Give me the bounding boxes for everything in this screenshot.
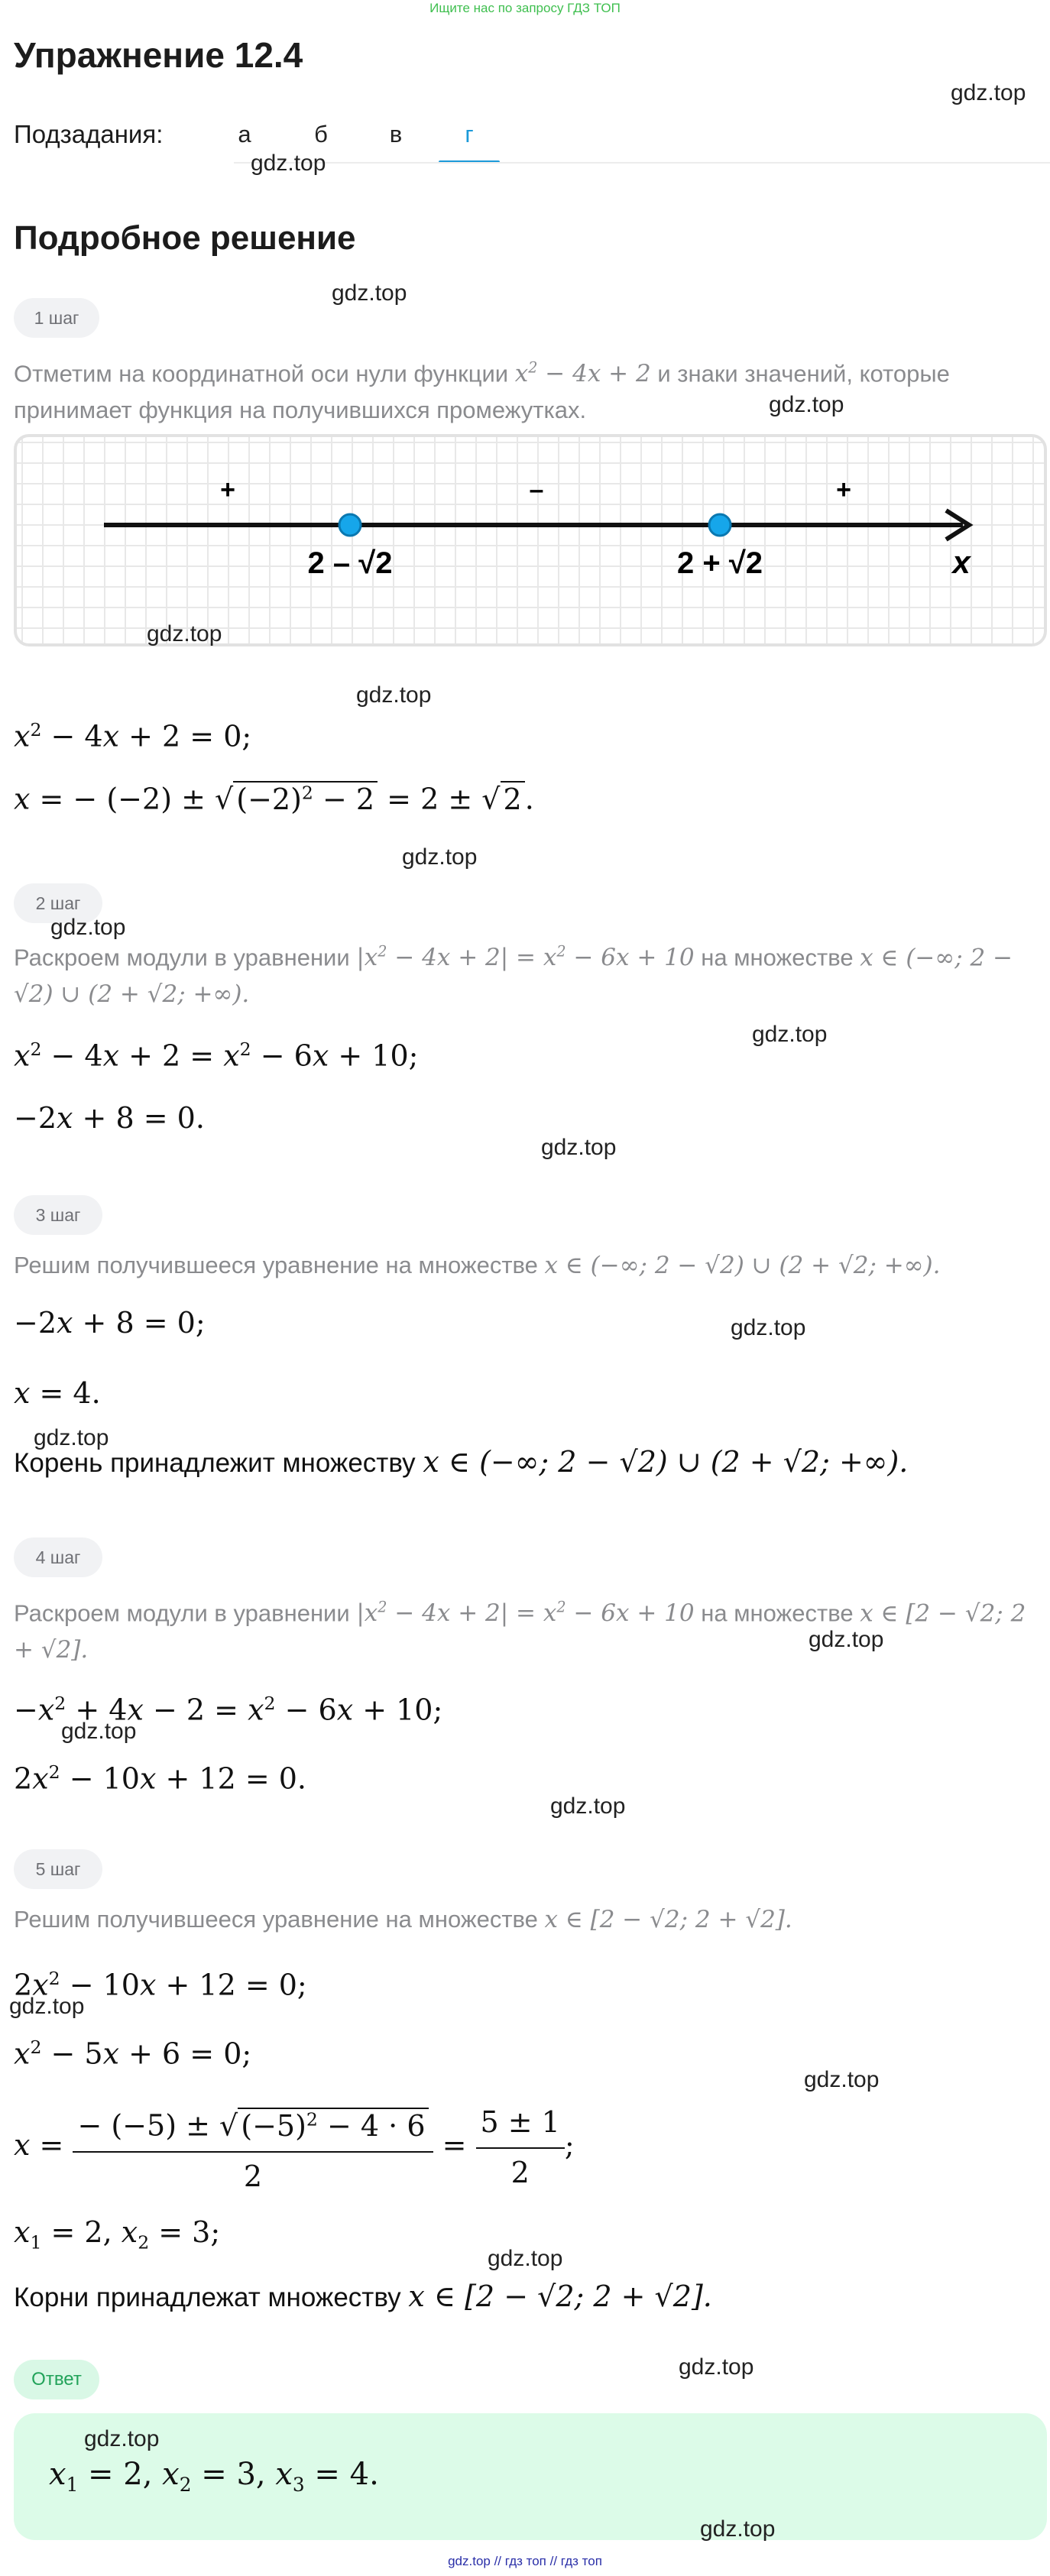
number-line-panel bbox=[14, 434, 1047, 646]
subtasks-label: Подзадания: bbox=[14, 120, 164, 148]
eq-10: $x^2 - 5x + 6 = 0$; bbox=[14, 2036, 252, 2071]
point-right bbox=[709, 514, 731, 536]
answer-badge: Ответ bbox=[14, 2360, 99, 2399]
number-line bbox=[17, 437, 1044, 643]
watermark: gdz.top bbox=[402, 844, 478, 870]
eq-12: $x_1 = 2$, $x_2 = 3$; bbox=[14, 2215, 221, 2254]
answer-equation: $x_1 = 2$, $x_2 = 3$, $x_3 = 4$. bbox=[49, 2457, 379, 2496]
watermark: gdz.top bbox=[951, 80, 1026, 105]
watermark: gdz.top bbox=[147, 621, 222, 646]
eq-2: x = − (−2) ± √ $(-2)^2 - 2 = 2$ ± √ 2 . bbox=[14, 782, 534, 816]
step-1-badge: 1 шаг bbox=[14, 298, 99, 338]
sign-2: – bbox=[529, 475, 544, 504]
watermark: gdz.top bbox=[769, 392, 844, 417]
top-note: Ищите нас по запросу ГДЗ ТОП bbox=[429, 1, 621, 15]
watermark: gdz.top bbox=[251, 151, 326, 176]
axis-label: x bbox=[952, 544, 971, 580]
watermark: gdz.top bbox=[84, 2426, 160, 2451]
eq-11: x = $\frac{- (-5) \pm √ (-5)^2 - 4 \cdot 6}{2}$ = $\frac{5 \pm 1}{2}$ ; bbox=[14, 2098, 575, 2197]
eq-8: $2x^2 - 10x + 12 = 0$. bbox=[14, 1761, 307, 1796]
step-4-description: Раскроем модули в уравнении $|x^2 - 4x + 2| = x^2 - 6x + 10$ на множестве x ∈ [2 − √2; 2 + √2]. bbox=[14, 1599, 1026, 1664]
watermark: gdz.top bbox=[541, 1135, 617, 1160]
step-5-description: Решим получившееся уравнение на множестве x ∈ [2 − √2; 2 + √2]. bbox=[14, 1906, 792, 1933]
eq-3: $x^2 - 4x + 2 = x^2 - 6x + 10$; bbox=[14, 1039, 419, 1073]
section-title: Подробное решение bbox=[14, 219, 356, 257]
eq-9: $2x^2 - 10x + 12 = 0$; bbox=[14, 1968, 307, 2002]
watermark: gdz.top bbox=[679, 2354, 754, 2380]
watermark: gdz.top bbox=[34, 1425, 109, 1450]
step-2-description: Раскроем модули в уравнении $|x^2 - 4x + 2| = x^2 - 6x + 10$ на множестве x ∈ (−∞; 2 − √2) ∪ (2 + √2; +∞). bbox=[14, 943, 1013, 1009]
tab-b[interactable]: б bbox=[314, 121, 328, 147]
root-belongs-text: Корень принадлежит множеству x ∈ (−∞; 2 − √2) ∪ (2 + √2; +∞). bbox=[14, 1445, 909, 1479]
point-right-label: 2 + √2 bbox=[676, 546, 763, 580]
step-1-description: Отметим на координатной оси нули функции $x^2 - 4x + 2$ и знаки значений, которые принимает функция на получившихся промежутках. bbox=[14, 359, 950, 424]
eq-5: −2x + 8 = 0; bbox=[14, 1306, 206, 1340]
footer: gdz.top // гдз топ // гдз топ bbox=[448, 2554, 602, 2568]
step-2-badge: 2 шаг bbox=[14, 883, 102, 923]
point-left-label: 2 – √2 bbox=[307, 546, 393, 580]
watermark: gdz.top bbox=[332, 280, 407, 306]
roots-belong-text: Корни принадлежат множеству x ∈ [2 − √2; 2 + √2]. bbox=[14, 2280, 712, 2313]
eq-1: $x^2 - 4x + 2 = 0$; bbox=[14, 719, 252, 753]
tabs-divider bbox=[234, 162, 1050, 164]
watermark: gdz.top bbox=[550, 1793, 626, 1819]
step-4-badge: 4 шаг bbox=[14, 1537, 102, 1577]
watermark: gdz.top bbox=[61, 1719, 137, 1744]
page-title: Упражнение 12.4 bbox=[14, 35, 303, 75]
sign-3: + bbox=[836, 475, 851, 504]
tab-a[interactable]: а bbox=[238, 121, 251, 147]
point-left bbox=[339, 514, 361, 536]
tab-v[interactable]: в bbox=[389, 121, 403, 147]
watermark: gdz.top bbox=[731, 1315, 806, 1340]
tab-g[interactable]: г bbox=[439, 119, 500, 150]
watermark: gdz.top bbox=[50, 915, 126, 940]
eq-4: −2x + 8 = 0. bbox=[14, 1101, 205, 1135]
watermark: gdz.top bbox=[700, 2516, 776, 2542]
step-3-description: Решим получившееся уравнение на множестве x ∈ (−∞; 2 − √2) ∪ (2 + √2; +∞). bbox=[14, 1252, 941, 1279]
sign-1: + bbox=[220, 475, 235, 504]
eq-6: x = 4. bbox=[14, 1376, 101, 1410]
watermark: gdz.top bbox=[488, 2246, 563, 2271]
step-5-badge: 5 шаг bbox=[14, 1849, 102, 1889]
eq-7: $-x^2 + 4x - 2 = x^2 - 6x + 10$; bbox=[14, 1693, 443, 1727]
watermark: gdz.top bbox=[752, 1022, 828, 1047]
watermark: gdz.top bbox=[9, 1994, 85, 2019]
watermark: gdz.top bbox=[809, 1627, 884, 1652]
step-3-badge: 3 шаг bbox=[14, 1195, 102, 1235]
watermark: gdz.top bbox=[356, 682, 432, 708]
subtasks-bar bbox=[14, 115, 1050, 165]
watermark: gdz.top bbox=[804, 2067, 880, 2092]
